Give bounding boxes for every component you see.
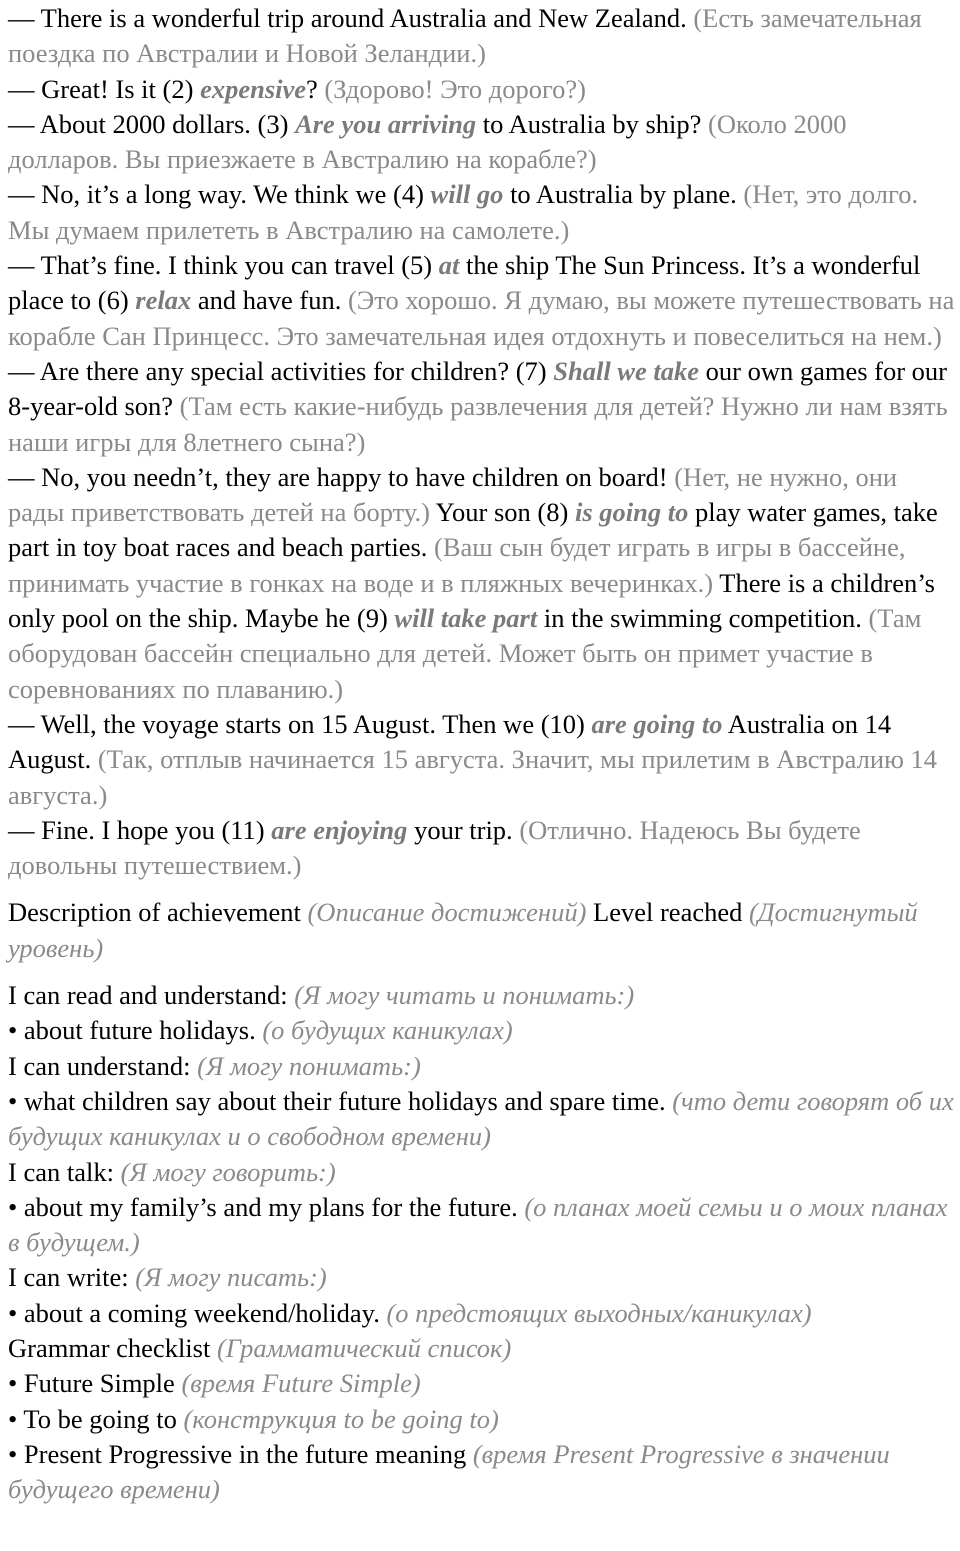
skill-line — [8, 1155, 956, 1190]
english-text: Grammar checklist — [8, 1332, 211, 1363]
grammar-item — [8, 1437, 956, 1508]
dialogue-line — [8, 707, 956, 813]
english-text: to Australia by ship? — [476, 108, 702, 139]
english-text: Your son (8) — [429, 497, 575, 528]
russian-translation: (Около 2000 долларов. Вы приезжаете в Австралию на корабле?) — [8, 108, 847, 175]
english-text: our own games for our 8-year-old son? — [8, 355, 948, 422]
grammar-item — [8, 1366, 956, 1401]
answer-text: Are you arriving — [295, 108, 477, 139]
russian-translation: (конструкция to be going to) — [183, 1403, 499, 1434]
achievement-header — [8, 895, 956, 966]
russian-translation: (время Future Simple) — [181, 1368, 421, 1399]
spacer — [8, 883, 956, 895]
answer-text: Shall we take — [553, 355, 699, 386]
russian-translation: (Грамматический список) — [216, 1332, 512, 1363]
russian-translation: (Описание достижений) — [307, 897, 587, 928]
english-text: Australia on 14 August. — [8, 708, 892, 775]
english-text: Description of achievement — [8, 897, 301, 928]
english-text: There is a children’s only pool on the ship. Maybe he (9) — [8, 567, 935, 634]
dialogue-line — [8, 72, 956, 107]
dialogue-line — [8, 1, 956, 72]
russian-translation: (время Present Progressive в значении будущего времени) — [8, 1438, 890, 1505]
russian-translation: (что дети говорят об их будущих каникулах и о свободном времени) — [8, 1085, 954, 1152]
dialogue-line — [8, 460, 956, 707]
english-text: — No, you needn’t, they are happy to have children on board! — [8, 461, 668, 492]
english-text: • To be going to — [8, 1403, 177, 1434]
english-text: the ship The Sun Princess. It’s a wonderful place to (6) — [8, 250, 921, 316]
english-text: in the swimming competition. — [537, 603, 862, 634]
dialogue-line — [8, 813, 956, 884]
russian-translation: (Нет, это долго. Мы думаем прилететь в Австралию на самолете.) — [8, 179, 919, 245]
answer-text: expensive — [200, 73, 307, 104]
russian-translation: (Есть замечательная поездка по Австралии и Новой Зеландии.) — [8, 3, 922, 69]
skill-line — [8, 1013, 956, 1048]
english-text: I can talk: — [8, 1156, 114, 1187]
answer-text: will take part — [394, 603, 538, 634]
answer-text: will go — [430, 179, 504, 210]
english-text: your trip. — [407, 814, 513, 845]
english-text: I can understand: — [8, 1050, 191, 1081]
english-text: — About 2000 dollars. (3) — [8, 108, 296, 139]
english-text: to Australia by plane. — [503, 179, 737, 210]
skill-line — [8, 1296, 956, 1331]
dialogue-line — [8, 354, 956, 460]
russian-translation: (Достигнутый уровень) — [8, 897, 918, 963]
russian-translation: (Ваш сын будет играть в игры в бассейне, принимать участие в гонках на воде и в пляжных вечеринках.) — [8, 532, 906, 598]
spacer — [8, 966, 956, 978]
english-text: • Present Progressive in the future meaning — [8, 1438, 467, 1469]
answer-text: relax — [135, 285, 192, 316]
russian-translation: (Здорово! Это дорого?) — [324, 73, 587, 104]
russian-translation: (Это хорошо. Я думаю, вы можете путешествовать на корабле Сан Принцесс. Это замечательная идея отдохнуть и повеселиться на нем.) — [8, 285, 955, 351]
russian-translation: (Там оборудован бассейн специально для детей. Может быть он примет участие в соревнованиях по плаванию.) — [8, 603, 922, 704]
answer-text: are going to — [591, 708, 723, 739]
russian-translation: (Я могу говорить:) — [120, 1156, 336, 1187]
english-text: play water games, take part in toy boat races and beach parties. — [8, 497, 938, 563]
english-text: I can read and understand: — [8, 980, 288, 1011]
answer-text: are enjoying — [271, 814, 408, 845]
russian-translation: (о планах моей семьи и о моих планах в будущем.) — [8, 1191, 948, 1258]
russian-translation: (Там есть какие-нибудь развлечения для детей? Нужно ли нам взять наши игры для 8летнего сына?) — [8, 391, 948, 457]
english-text: • what children say about their future holidays and spare time. — [8, 1085, 666, 1116]
skill-line — [8, 1190, 956, 1261]
russian-translation: (Я могу писать:) — [135, 1262, 327, 1293]
dialogue-line — [8, 248, 956, 354]
english-text: ? — [306, 73, 318, 104]
dialogue-line — [8, 177, 956, 248]
grammar-checklist-title — [8, 1331, 956, 1366]
english-text: — Are there any special activities for children? (7) — [8, 355, 554, 386]
skill-line — [8, 978, 956, 1013]
english-text: — Fine. I hope you (11) — [8, 814, 272, 845]
skill-line — [8, 1084, 956, 1155]
russian-translation: (Отлично. Надеюсь Вы будете довольны путешествием.) — [8, 814, 861, 881]
skill-line — [8, 1260, 956, 1295]
answer-text: is going to — [574, 497, 689, 528]
russian-translation: (о предстоящих выходных/каникулах) — [386, 1297, 812, 1328]
english-text: I can write: — [8, 1262, 129, 1293]
dialogue-line — [8, 107, 956, 178]
english-text: — No, it’s a long way. We think we (4) — [8, 179, 431, 210]
russian-translation: (о будущих каникулах) — [262, 1015, 513, 1046]
answer-text: at — [438, 250, 460, 281]
russian-translation: (Я могу понимать:) — [197, 1050, 421, 1081]
english-text: Level reached — [586, 897, 743, 928]
english-text: • Future Simple — [8, 1368, 175, 1399]
russian-translation: (Так, отплыв начинается 15 августа. Значит, мы прилетим в Австралию 14 августа.) — [8, 744, 938, 810]
grammar-item — [8, 1402, 956, 1437]
english-text: — That’s fine. I think you can travel (5) — [8, 250, 439, 281]
english-text: and have fun. — [191, 285, 342, 316]
english-text: • about future holidays. — [8, 1015, 256, 1046]
english-text: — Well, the voyage starts on 15 August. Then we (10) — [8, 708, 592, 739]
skill-line — [8, 1049, 956, 1084]
english-text: • about my family’s and my plans for the future. — [8, 1191, 518, 1222]
english-text: — Great! Is it (2) — [8, 73, 201, 104]
english-text: — There is a wonderful trip around Australia and New Zealand. — [8, 3, 687, 33]
russian-translation: (Я могу читать и понимать:) — [294, 980, 635, 1011]
russian-translation: (Нет, не нужно, они рады приветствовать детей на борту.) — [8, 461, 898, 528]
english-text: • about a coming weekend/holiday. — [8, 1297, 380, 1328]
